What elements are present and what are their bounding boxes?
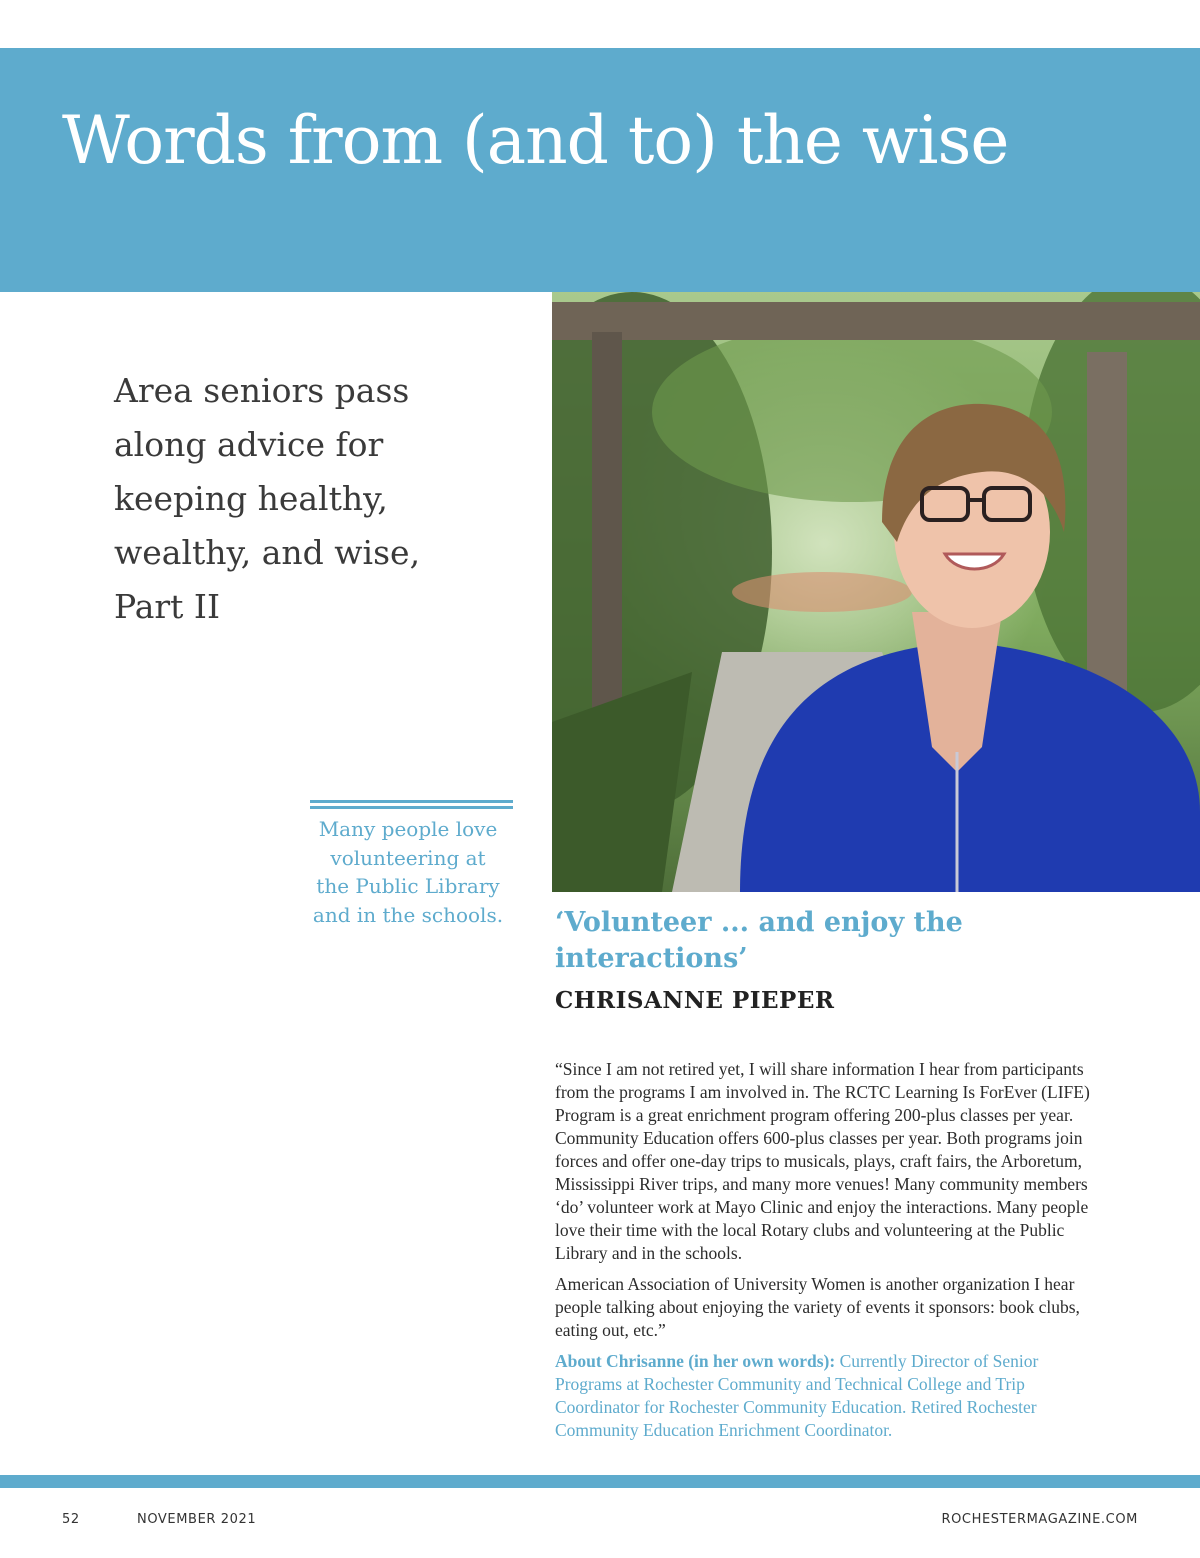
pull-quote (296, 815, 520, 929)
body-line: Program is a great enrichment program offering 200-plus classes per year. (555, 1105, 1074, 1125)
body-line: forces and offer one-day trips to musicals, plays, craft fairs, the Arboretum, (555, 1151, 1082, 1171)
pull-quote-line: and in the schools. (312, 902, 504, 927)
body-line: love their time with the local Rotary clubs and volunteering at the Public (555, 1220, 1065, 1240)
subhead-line: Area seniors pass (114, 371, 410, 410)
subhead-line: keeping healthy, (114, 479, 388, 518)
body-line: from the programs I am involved in. The RCTC Learning Is ForEver (LIFE) (555, 1082, 1090, 1102)
heading-line: ‘Volunteer ... and enjoy the (555, 907, 963, 938)
about-line: Currently Director of Senior (835, 1351, 1039, 1371)
pull-quote-line: volunteering at (330, 845, 486, 870)
footer-rule (0, 1475, 1200, 1488)
subhead-line: along advice for (114, 425, 384, 464)
body-line: ‘do’ volunteer work at Mayo Clinic and enjoy the interactions. Many people (555, 1197, 1089, 1217)
body-line: Library and in the schools. (555, 1243, 743, 1263)
body-line: “Since I am not retired yet, I will share information I hear from participants (555, 1059, 1084, 1079)
portrait-illustration (552, 292, 1200, 892)
portrait-photo (552, 292, 1200, 892)
pull-quote-line: Many people love (318, 817, 498, 841)
about-line: Community Education Enrichment Coordinator. (555, 1420, 893, 1440)
pull-quote-line: the Public Library (316, 874, 500, 898)
article-heading (555, 905, 1155, 977)
article-subhead (114, 364, 534, 634)
body-line: eating out, etc.” (555, 1320, 666, 1340)
page-number: 52 (62, 1512, 80, 1527)
body-line: Mississippi River trips, and many more venues! Many community members (555, 1174, 1088, 1194)
about-line: Programs at Rochester Community and Technical College and Trip (555, 1374, 1025, 1394)
website-url: ROCHESTERMAGAZINE.COM (941, 1512, 1138, 1527)
issue-date: NOVEMBER 2021 (137, 1512, 257, 1527)
pull-quote-rule (310, 800, 513, 809)
about-label: About Chrisanne (in her own words): (555, 1351, 836, 1371)
profile-name: CHRISANNE PIEPER (555, 987, 835, 1014)
about-author (555, 1350, 1155, 1442)
body-line: people talking about enjoying the variety of events it sponsors: book clubs, (555, 1297, 1080, 1317)
body-paragraph (555, 1058, 1155, 1265)
about-line: Coordinator for Rochester Community Education. Retired Rochester (555, 1397, 1037, 1417)
article-body (555, 1058, 1155, 1450)
body-paragraph (555, 1273, 1155, 1342)
subhead-line: wealthy, and wise, (114, 533, 421, 572)
page-title: Words from (and to) the wise (62, 102, 1009, 179)
body-line: Community Education offers 600-plus classes per year. Both programs join (555, 1128, 1083, 1148)
subhead-line: Part II (114, 587, 220, 626)
body-line: American Association of University Women is another organization I hear (555, 1274, 1075, 1294)
heading-line: interactions’ (555, 943, 748, 974)
